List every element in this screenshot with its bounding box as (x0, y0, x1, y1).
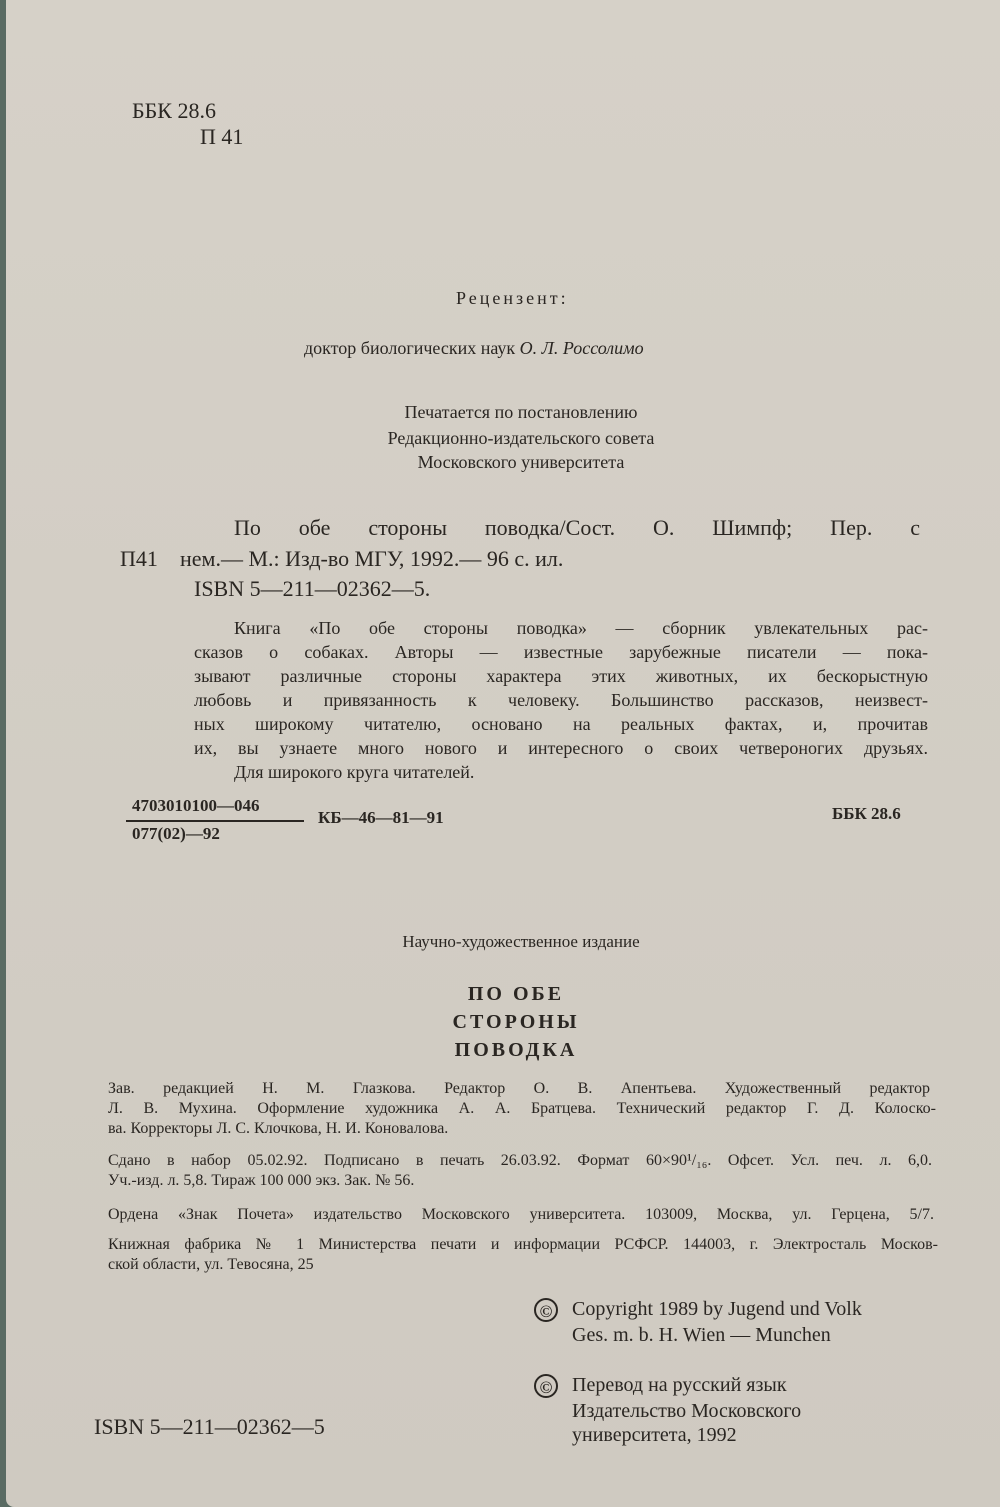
publication-note-line-3: Московского университета (417, 452, 625, 472)
annotation-line-3: зывают различные стороны характера этих животных, их бескорыстную (194, 666, 928, 686)
print-info-line-2: Уч.-изд. л. 5,8. Тираж 100 000 экз. Зак. № 56. (108, 1172, 415, 1189)
credits-line-2: Л. В. Мухина. Оформление художника А. А. Братцева. Технический редактор Г. Д. Колоско- (108, 1100, 936, 1117)
title-line-3: ПОВОДКА (454, 1039, 578, 1061)
bibliography-line-2: нем.— М.: Изд-во МГУ, 1992.— 96 с. ил. (180, 546, 564, 571)
index-code-denominator: 077(02)—92 (132, 824, 220, 843)
printer-line-2: ской области, ул. Тевосяна, 25 (108, 1256, 314, 1273)
annotation-line-2: сказов о собаках. Авторы — известные зарубежные писатели — пока- (194, 642, 928, 662)
fraction-divider (126, 820, 304, 822)
reviewer-degree: доктор биологических наук (304, 338, 516, 358)
annotation-line-1: Книга «По обе стороны поводка» — сборник увлекательных рас- (234, 618, 928, 638)
annotation-line-4: любовь и привязанность к человеку. Большинство рассказов, неизвест- (194, 690, 928, 710)
reviewer-line (304, 338, 644, 359)
translation-line-2: Издательство Московского (572, 1400, 802, 1422)
bibliography-line-1: По обе стороны поводка/Сост. О. Шимпф; Пер. с (234, 515, 920, 540)
bbk-code-top: ББК 28.6 (132, 98, 216, 123)
translation-copyright-circle-icon: © (534, 1374, 558, 1398)
copyright-symbol (534, 1298, 558, 1322)
author-mark-code: П 41 (200, 124, 244, 149)
annotation-line-7: Для широкого круга читателей. (234, 762, 475, 782)
index-code-numerator: 4703010100—046 (132, 796, 260, 815)
annotation-line-5: ных широкому читателю, основано на реальных фактах, и, прочитав (194, 714, 928, 734)
reviewer-heading: Рецензент: (456, 288, 569, 308)
translation-copyright-symbol (534, 1374, 558, 1398)
publication-note-line-2: Редакционно-издательского совета (387, 428, 655, 448)
bbk-code-bottom: ББК 28.6 (832, 804, 901, 823)
credits-line-1: Зав. редакцией Н. М. Глазкова. Редактор О. В. Апентьева. Художественный редактор (108, 1080, 930, 1097)
annotation-line-6: их, вы узнаете много нового и интересного о своих четвероногих друзьях. (194, 738, 928, 758)
printer-line-1: Книжная фабрика № 1 Министерства печати и информации РСФСР. 144003, г. Электросталь Москов- (108, 1236, 938, 1253)
copyright-line-1: Copyright 1989 by Jugend und Volk (572, 1298, 862, 1320)
bibliography-isbn: ISBN 5—211—02362—5. (194, 576, 431, 601)
copyright-line-2: Ges. m. b. H. Wien — Munchen (572, 1324, 831, 1346)
edition-type: Научно-художественное издание (402, 932, 640, 951)
isbn-bottom: ISBN 5—211—02362—5 (94, 1414, 325, 1439)
reviewer-name: О. Л. Россолимо (519, 338, 644, 358)
bibliography-code: П41 (120, 546, 158, 571)
translation-line-3: университета, 1992 (572, 1424, 737, 1446)
title-line-2: СТОРОНЫ (452, 1011, 580, 1033)
translation-line-1: Перевод на русский язык (572, 1374, 787, 1396)
print-info-line-1: Сдано в набор 05.02.92. Подписано в печать 26.03.92. Формат 60×90¹/₁₆. Офсет. Усл. печ. л. 6,0. (108, 1152, 932, 1169)
credits-line-3: ва. Корректоры Л. С. Клочкова, Н. И. Коновалова. (108, 1120, 449, 1137)
publication-note-line-1: Печатается по постановлению (404, 402, 638, 422)
kb-code: КБ—46—81—91 (318, 808, 444, 827)
book-page (6, 0, 1000, 1507)
copyright-circle-icon: © (534, 1298, 558, 1322)
title-line-1: ПО ОБЕ (467, 983, 565, 1005)
publisher-line: Ордена «Знак Почета» издательство Московского университета. 103009, Москва, ул. Герцена, 5/7. (108, 1206, 934, 1223)
